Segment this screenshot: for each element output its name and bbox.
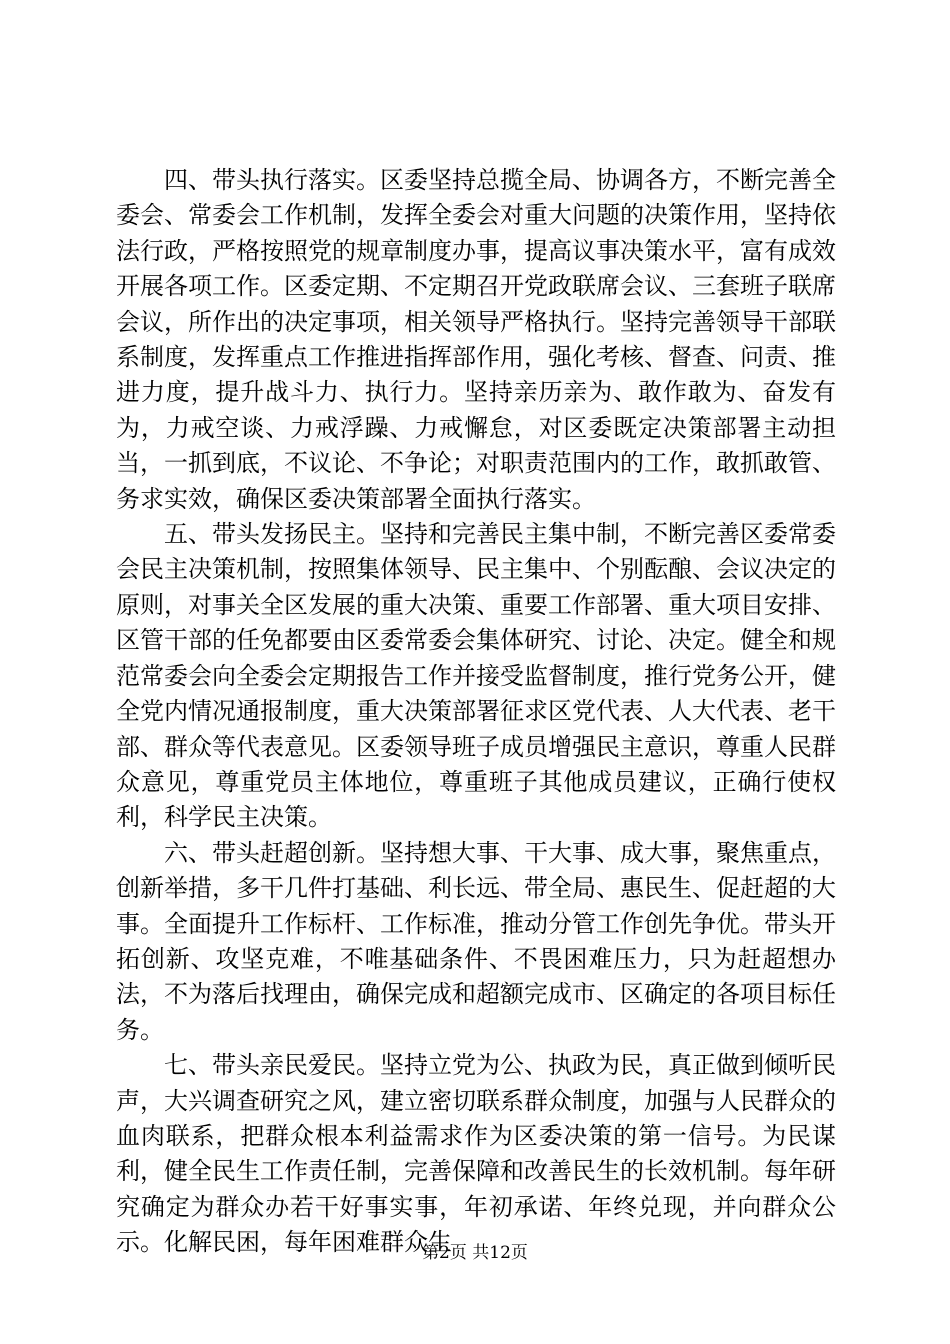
paragraph-4-execution: 四、带头执行落实。区委坚持总揽全局、协调各方，不断完善全委会、常委会工作机制，发挥全委会对重大问题的决策作用，坚持依法行政，严格按照党的规章制度办事，提高议事决策水平，富有成效开展各项工作。区委定期、不定期召开党政联席会议、三套班子联席会议，所作出的决定事项，相关领导严格执行。坚持完善领导干部联系制度，发挥重点工作推进指挥部作用，强化考核、督查、问责、推进力度，提升战斗力、执行力。坚持亲历亲为、敢作敢为、奋发有为，力戒空谈、力戒浮躁、力戒懈怠，对区委既定决策部署主动担当，一抓到底，不议论、不争论；对职责范围内的工作，敢抓敢管、务求实效，确保区委决策部署全面执行落实。 <box>116 166 836 513</box>
document-body <box>116 163 836 1261</box>
paragraph-5-democracy: 五、带头发扬民主。坚持和完善民主集中制，不断完善区委常委会民主决策机制，按照集体领导、民主集中、个别酝酿、会议决定的原则，对事关全区发展的重大决策、重要工作部署、重大项目安排、区管干部的任免都要由区委常委会集体研究、讨论、决定。健全和规范常委会向全委会定期报告工作并接受监督制度，推行党务公开，健全党内情况通报制度，重大决策部署征求区党代表、人大代表、老干部、群众等代表意见。区委领导班子成员增强民主意识，尊重人民群众意见，尊重党员主体地位，尊重班子其他成员建议，正确行使权利，科学民主决策。 <box>116 520 836 832</box>
page-number-footer: 第2页 共12页 <box>422 1243 528 1263</box>
paragraph-6-innovation: 六、带头赶超创新。坚持想大事、干大事、成大事，聚焦重点，创新举措，多干几件打基础、利长远、带全局、惠民生、促赶超的大事。全面提升工作标杆、工作标准，推动分管工作创先争优。带头开拓创新、攻坚克难，不唯基础条件、不畏困难压力，只为赶超想办法，不为落后找理由，确保完成和超额完成市、区确定的各项目标任务。 <box>116 838 836 1044</box>
paragraph-7-people: 七、带头亲民爱民。坚持立党为公、执政为民，真正做到倾听民声，大兴调查研究之风，建立密切联系群众制度，加强与人民群众的血肉联系，把群众根本利益需求作为区委决策的第一信号。为民谋利，健全民生工作责任制，完善保障和改善民生的长效机制。每年研究确定为群众办若干好事实事，年初承诺、年终兑现，并向群众公示。化解民困，每年困难群众生 <box>116 1051 836 1257</box>
